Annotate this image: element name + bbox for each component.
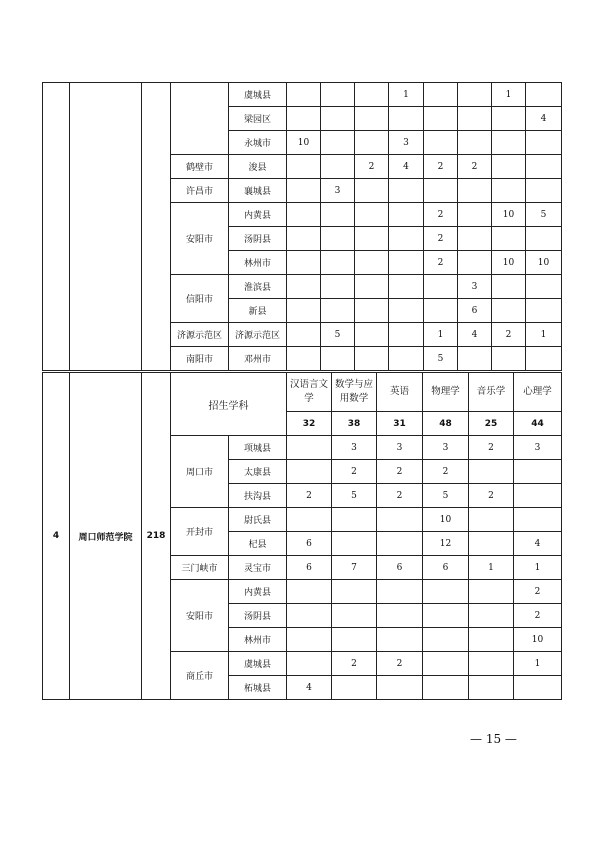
value-cell xyxy=(423,652,469,676)
value-cell xyxy=(287,299,321,323)
county-cell: 汤阴县 xyxy=(229,227,287,251)
value-cell: 3 xyxy=(321,179,355,203)
value-cell xyxy=(332,676,377,700)
county-cell: 内黄县 xyxy=(229,203,287,227)
county-cell: 尉氏县 xyxy=(229,508,287,532)
value-cell xyxy=(287,155,321,179)
value-cell xyxy=(355,131,389,155)
value-cell xyxy=(321,227,355,251)
value-cell: 4 xyxy=(526,107,562,131)
value-cell: 3 xyxy=(389,131,424,155)
city-cell: 周口市 xyxy=(171,436,229,508)
index-cell xyxy=(43,83,70,371)
value-cell: 1 xyxy=(389,83,424,107)
value-cell xyxy=(389,179,424,203)
county-cell: 太康县 xyxy=(229,460,287,484)
value-cell xyxy=(287,107,321,131)
value-cell xyxy=(423,676,469,700)
value-cell xyxy=(389,347,424,371)
value-cell: 5 xyxy=(321,323,355,347)
value-cell xyxy=(458,83,492,107)
county-cell: 虞城县 xyxy=(229,83,287,107)
value-cell: 4 xyxy=(458,323,492,347)
value-cell: 10 xyxy=(514,628,562,652)
value-cell xyxy=(458,227,492,251)
value-cell xyxy=(287,227,321,251)
value-cell xyxy=(287,275,321,299)
value-cell: 6 xyxy=(458,299,492,323)
value-cell xyxy=(423,628,469,652)
county-cell: 林州市 xyxy=(229,251,287,275)
value-cell xyxy=(492,227,526,251)
county-cell: 灵宝市 xyxy=(229,556,287,580)
value-cell xyxy=(332,628,377,652)
subject-name: 心理学 xyxy=(514,373,562,412)
value-cell xyxy=(458,179,492,203)
value-cell xyxy=(389,299,424,323)
value-cell: 3 xyxy=(458,275,492,299)
value-cell xyxy=(321,131,355,155)
city-cell: 鹤壁市 xyxy=(171,155,229,179)
county-cell: 虞城县 xyxy=(229,652,287,676)
value-cell xyxy=(287,203,321,227)
value-cell xyxy=(321,251,355,275)
value-cell xyxy=(389,275,424,299)
value-cell: 10 xyxy=(287,131,321,155)
value-cell: 2 xyxy=(424,155,458,179)
value-cell xyxy=(287,508,332,532)
value-cell xyxy=(492,107,526,131)
county-cell: 汤阴县 xyxy=(229,604,287,628)
continuation-table xyxy=(42,82,562,371)
subject-header-label: 招生学科 xyxy=(171,373,287,436)
page-number: — 15 — xyxy=(470,732,517,746)
value-cell xyxy=(377,580,423,604)
value-cell xyxy=(389,107,424,131)
value-cell xyxy=(355,299,389,323)
subject-name: 数学与应用数学 xyxy=(332,373,377,412)
county-cell: 扶沟县 xyxy=(229,484,287,508)
value-cell xyxy=(287,604,332,628)
value-cell: 2 xyxy=(424,227,458,251)
city-cell: 安阳市 xyxy=(171,203,229,275)
value-cell: 2 xyxy=(423,460,469,484)
value-cell xyxy=(514,676,562,700)
county-cell: 梁园区 xyxy=(229,107,287,131)
value-cell xyxy=(287,460,332,484)
value-cell xyxy=(377,508,423,532)
value-cell: 6 xyxy=(287,532,332,556)
county-cell: 项城县 xyxy=(229,436,287,460)
value-cell xyxy=(389,227,424,251)
value-cell xyxy=(514,460,562,484)
value-cell: 3 xyxy=(332,436,377,460)
school-index: 4 xyxy=(43,373,70,700)
county-cell: 邓州市 xyxy=(229,347,287,371)
value-cell xyxy=(321,203,355,227)
value-cell: 4 xyxy=(389,155,424,179)
value-cell xyxy=(526,179,562,203)
value-cell xyxy=(287,83,321,107)
value-cell xyxy=(355,251,389,275)
value-cell: 2 xyxy=(355,155,389,179)
value-cell: 2 xyxy=(377,652,423,676)
value-cell: 2 xyxy=(332,652,377,676)
value-cell xyxy=(377,628,423,652)
value-cell: 5 xyxy=(526,203,562,227)
value-cell: 1 xyxy=(469,556,514,580)
value-cell xyxy=(355,179,389,203)
value-cell xyxy=(458,107,492,131)
county-cell: 新县 xyxy=(229,299,287,323)
value-cell: 10 xyxy=(423,508,469,532)
subject-count: 38 xyxy=(332,412,377,436)
value-cell: 10 xyxy=(526,251,562,275)
school-cell xyxy=(70,83,142,371)
value-cell: 4 xyxy=(287,676,332,700)
value-cell: 10 xyxy=(492,203,526,227)
value-cell: 2 xyxy=(469,484,514,508)
value-cell xyxy=(287,323,321,347)
value-cell: 10 xyxy=(492,251,526,275)
city-cell: 济源示范区 xyxy=(171,323,229,347)
value-cell: 6 xyxy=(287,556,332,580)
value-cell xyxy=(469,532,514,556)
value-cell: 1 xyxy=(514,652,562,676)
city-cell: 三门峡市 xyxy=(171,556,229,580)
value-cell xyxy=(492,347,526,371)
value-cell xyxy=(423,604,469,628)
city-cell: 开封市 xyxy=(171,508,229,556)
value-cell xyxy=(526,83,562,107)
value-cell xyxy=(526,227,562,251)
value-cell xyxy=(469,652,514,676)
value-cell xyxy=(287,652,332,676)
subject-count: 25 xyxy=(469,412,514,436)
value-cell xyxy=(424,83,458,107)
value-cell: 2 xyxy=(492,323,526,347)
county-cell: 浚县 xyxy=(229,155,287,179)
value-cell xyxy=(287,347,321,371)
school-total: 218 xyxy=(142,373,171,700)
value-cell: 1 xyxy=(514,556,562,580)
value-cell: 3 xyxy=(514,436,562,460)
value-cell xyxy=(492,155,526,179)
value-cell xyxy=(287,179,321,203)
value-cell xyxy=(377,532,423,556)
value-cell xyxy=(355,227,389,251)
value-cell xyxy=(458,203,492,227)
value-cell xyxy=(321,299,355,323)
value-cell xyxy=(469,604,514,628)
subject-count: 48 xyxy=(423,412,469,436)
value-cell xyxy=(469,580,514,604)
value-cell xyxy=(389,323,424,347)
value-cell: 5 xyxy=(332,484,377,508)
table-row xyxy=(43,83,562,107)
value-cell xyxy=(514,508,562,532)
value-cell: 4 xyxy=(514,532,562,556)
value-cell xyxy=(287,580,332,604)
value-cell xyxy=(332,508,377,532)
subject-name: 英语 xyxy=(377,373,423,412)
value-cell: 2 xyxy=(424,203,458,227)
value-cell: 2 xyxy=(377,484,423,508)
value-cell: 1 xyxy=(492,83,526,107)
city-cell: 许昌市 xyxy=(171,179,229,203)
value-cell xyxy=(469,628,514,652)
value-cell: 2 xyxy=(424,251,458,275)
county-cell: 襄城县 xyxy=(229,179,287,203)
value-cell xyxy=(355,275,389,299)
value-cell xyxy=(424,179,458,203)
value-cell xyxy=(287,628,332,652)
county-cell: 杞县 xyxy=(229,532,287,556)
value-cell xyxy=(287,251,321,275)
subject-header-row xyxy=(43,373,562,412)
school-name: 周口师范学院 xyxy=(70,373,142,700)
value-cell: 3 xyxy=(423,436,469,460)
value-cell: 2 xyxy=(377,460,423,484)
value-cell xyxy=(321,83,355,107)
value-cell xyxy=(424,131,458,155)
value-cell xyxy=(469,508,514,532)
county-cell: 淮滨县 xyxy=(229,275,287,299)
value-cell: 1 xyxy=(526,323,562,347)
value-cell: 6 xyxy=(423,556,469,580)
value-cell xyxy=(469,676,514,700)
value-cell xyxy=(458,347,492,371)
value-cell xyxy=(355,107,389,131)
value-cell xyxy=(332,604,377,628)
value-cell xyxy=(526,131,562,155)
value-cell xyxy=(321,155,355,179)
value-cell: 2 xyxy=(287,484,332,508)
value-cell xyxy=(526,155,562,179)
value-cell xyxy=(377,676,423,700)
value-cell xyxy=(389,203,424,227)
value-cell xyxy=(492,275,526,299)
value-cell xyxy=(526,275,562,299)
total-cell xyxy=(142,83,171,371)
county-cell: 柘城县 xyxy=(229,676,287,700)
value-cell xyxy=(389,251,424,275)
value-cell xyxy=(469,460,514,484)
value-cell xyxy=(321,107,355,131)
county-cell: 济源示范区 xyxy=(229,323,287,347)
school-table xyxy=(42,372,562,700)
value-cell xyxy=(355,83,389,107)
value-cell xyxy=(355,203,389,227)
county-cell: 内黄县 xyxy=(229,580,287,604)
value-cell xyxy=(424,299,458,323)
value-cell: 5 xyxy=(424,347,458,371)
value-cell xyxy=(526,299,562,323)
subject-name: 音乐学 xyxy=(469,373,514,412)
subject-name: 物理学 xyxy=(423,373,469,412)
county-cell: 林州市 xyxy=(229,628,287,652)
value-cell xyxy=(424,107,458,131)
value-cell xyxy=(332,580,377,604)
subject-count: 32 xyxy=(287,412,332,436)
city-cell xyxy=(171,83,229,155)
subject-count: 44 xyxy=(514,412,562,436)
subject-count: 31 xyxy=(377,412,423,436)
value-cell xyxy=(377,604,423,628)
value-cell xyxy=(423,580,469,604)
value-cell xyxy=(492,299,526,323)
value-cell: 2 xyxy=(514,604,562,628)
city-cell: 信阳市 xyxy=(171,275,229,323)
value-cell xyxy=(526,347,562,371)
value-cell: 3 xyxy=(377,436,423,460)
county-cell: 永城市 xyxy=(229,131,287,155)
value-cell xyxy=(492,131,526,155)
value-cell: 2 xyxy=(514,580,562,604)
value-cell: 6 xyxy=(377,556,423,580)
value-cell: 5 xyxy=(423,484,469,508)
value-cell xyxy=(321,275,355,299)
city-cell: 商丘市 xyxy=(171,652,229,700)
value-cell xyxy=(458,131,492,155)
value-cell xyxy=(321,347,355,371)
value-cell: 2 xyxy=(458,155,492,179)
value-cell xyxy=(332,532,377,556)
city-cell: 安阳市 xyxy=(171,580,229,652)
city-cell: 南阳市 xyxy=(171,347,229,371)
value-cell xyxy=(492,179,526,203)
value-cell xyxy=(355,347,389,371)
value-cell: 2 xyxy=(469,436,514,460)
value-cell: 2 xyxy=(332,460,377,484)
value-cell: 7 xyxy=(332,556,377,580)
value-cell: 12 xyxy=(423,532,469,556)
value-cell xyxy=(287,436,332,460)
value-cell xyxy=(458,251,492,275)
value-cell xyxy=(514,484,562,508)
value-cell xyxy=(355,323,389,347)
value-cell: 1 xyxy=(424,323,458,347)
value-cell xyxy=(424,275,458,299)
subject-name: 汉语言文学 xyxy=(287,373,332,412)
